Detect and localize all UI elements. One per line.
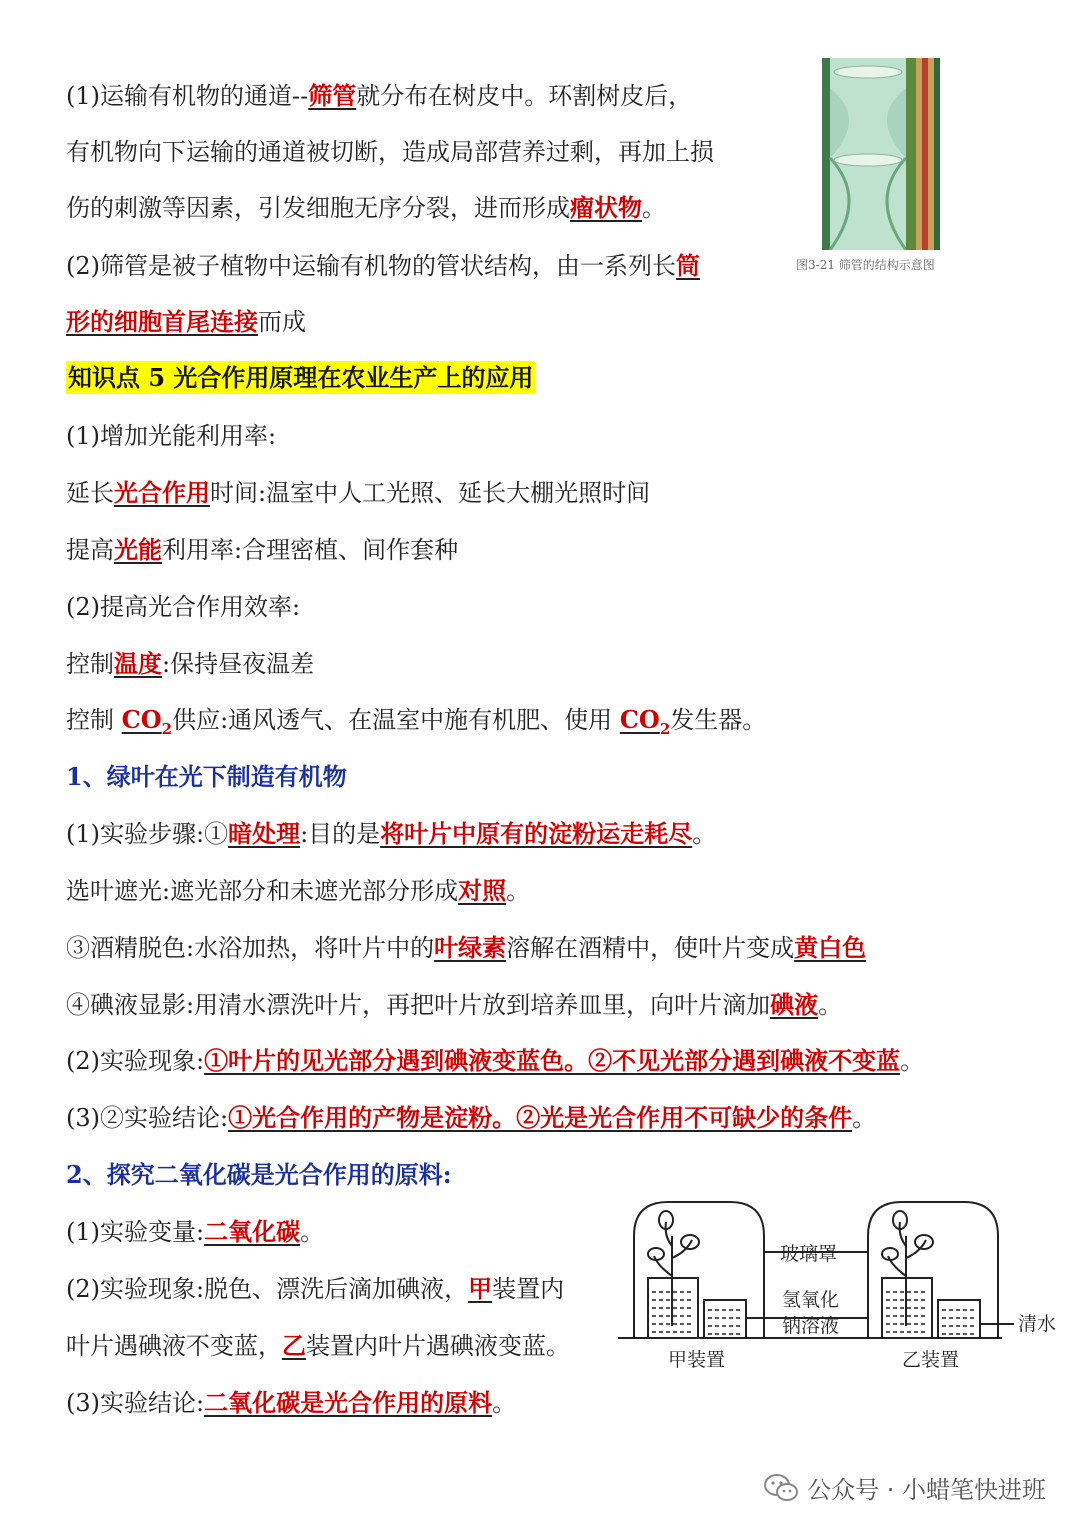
label-device-jia: 甲装置 <box>668 1349 726 1371</box>
keyword: 形的细胞首尾连接 <box>66 307 258 336</box>
keyword <box>121 705 173 738</box>
text: 发生器。 <box>670 706 767 734</box>
label-naoh-2: 钠溶液 <box>782 1315 840 1337</box>
text: ③酒精脱色:水浴加热，将叶片中的 <box>66 934 435 962</box>
keyword: 甲 <box>468 1274 493 1303</box>
text: 。 <box>492 1389 517 1417</box>
sieve-para-1-line-1 <box>66 80 692 112</box>
text: 。 <box>506 877 531 905</box>
text: 溶解在酒精中，使叶片变成 <box>506 934 795 962</box>
text: 。 <box>692 820 717 848</box>
keyword: 二氧化碳是光合作用的原料 <box>204 1388 493 1417</box>
text: 伤的刺激等因素，引发细胞无序分裂，进而形成 <box>66 194 570 222</box>
co2-text: CO <box>121 705 162 734</box>
text: 控制 <box>66 706 122 734</box>
text: (1)运输有机物的通道-- <box>66 82 309 110</box>
footer-text: 公众号 · 小蜡笔快进班 <box>807 1476 1046 1504</box>
keyword: 温度 <box>114 649 162 678</box>
water-beaker <box>938 1300 980 1338</box>
text: 。 <box>300 1218 325 1246</box>
exp2-line-3 <box>66 1330 570 1362</box>
exp1-line-4 <box>66 989 842 1021</box>
plant-stem-2 <box>888 1222 926 1326</box>
kp5-line-4 <box>66 704 766 745</box>
keyword: 瘤状物 <box>570 193 642 222</box>
figure-caption: 图3-21 筛管的结构示意图 <box>796 258 935 272</box>
label-bell-jar: 玻璃罩 <box>780 1243 838 1265</box>
text: 时间:温室中人工光照、延长大棚光照时间 <box>210 479 651 507</box>
sieve-para-2-line-1 <box>66 250 700 282</box>
keyword: 将叶片中原有的淀粉运走耗尽 <box>380 819 693 848</box>
keyword: 光能 <box>114 535 162 564</box>
kp5-line-2 <box>66 534 458 566</box>
highlighted-heading: 知识点 5 光合作用原理在农业生产上的应用 <box>68 363 534 392</box>
keyword: 光合作用 <box>114 478 210 507</box>
plant-stem-1 <box>654 1222 692 1326</box>
text: 延长 <box>66 479 114 507</box>
co2-text: CO <box>619 705 660 734</box>
text: (3)②实验结论: <box>66 1104 229 1132</box>
keyword <box>619 705 671 738</box>
knowledge-point-heading <box>66 362 535 394</box>
text: :保持昼夜温差 <box>162 650 315 678</box>
exp1-line-6 <box>66 1102 876 1134</box>
text: 选叶遮光:遮光部分和未遮光部分形成 <box>66 877 459 905</box>
text: 利用率:合理密植、间作套种 <box>162 536 459 564</box>
exp2-line-2 <box>66 1273 564 1305</box>
exp2-line-1 <box>66 1216 324 1248</box>
text: 控制 <box>66 650 114 678</box>
text: (2)筛管是被子植物中运输有机物的管状结构，由一系列长 <box>66 252 676 280</box>
keyword: 黄白色 <box>794 933 867 962</box>
keyword: 叶绿素 <box>434 933 507 962</box>
text: (1)实验步骤:① <box>66 820 229 848</box>
sieve-para-2-line-2 <box>66 306 306 338</box>
exp1-line-5 <box>66 1045 924 1077</box>
exp1-line-1 <box>66 818 716 850</box>
text: 。 <box>818 991 843 1019</box>
text: (2)实验现象:脱色、漂洗后滴加碘液， <box>66 1275 469 1303</box>
bell-jar-diagram <box>612 1196 1068 1382</box>
text: (2)实验现象: <box>66 1047 205 1075</box>
text: 提高 <box>66 536 114 564</box>
sieve-tube-figure <box>822 58 940 250</box>
label-water: 清水 <box>1018 1313 1057 1335</box>
text: 叶片遇碘液不变蓝， <box>66 1332 282 1360</box>
wechat-icon <box>763 1473 799 1503</box>
text: 装置内叶片遇碘液变蓝。 <box>306 1332 570 1360</box>
keyword: ①光合作用的产物是淀粉。②光是光合作用不可缺少的条件 <box>228 1103 853 1132</box>
naoh-beaker <box>704 1300 746 1338</box>
kp5-line-3 <box>66 648 314 680</box>
text: (1)实验变量: <box>66 1218 205 1246</box>
kp5-line-1 <box>66 477 650 509</box>
sieve-para-1-line-3 <box>66 192 666 224</box>
text: (3)实验结论: <box>66 1389 205 1417</box>
keyword: 筛管 <box>308 81 357 110</box>
experiment-2-heading: 2、探究二氧化碳是光合作用的原料: <box>66 1160 452 1189</box>
text: 供应:通风透气、在温室中施有机肥、使用 <box>172 706 620 734</box>
text: ④碘液显影:用清水漂洗叶片，再把叶片放到培养皿里，向叶片滴加 <box>66 991 771 1019</box>
footer-watermark <box>763 1470 1046 1505</box>
kp5-subheading-2: (2)提高光合作用效率: <box>66 593 301 621</box>
text: 。 <box>852 1104 877 1132</box>
exp2-line-4 <box>66 1387 516 1419</box>
keyword: 暗处理 <box>228 819 301 848</box>
text: 装置内 <box>492 1275 565 1303</box>
keyword: 碘液 <box>770 990 819 1019</box>
kp5-subheading-1: (1)增加光能利用率: <box>66 422 277 450</box>
subscript: 2 <box>659 719 671 738</box>
exp1-line-3 <box>66 932 866 964</box>
keyword: 二氧化碳 <box>204 1217 301 1246</box>
sieve-para-1-line-2: 有机物向下运输的通道被切断，造成局部营养过剩，再加上损 <box>66 138 714 166</box>
label-device-yi: 乙装置 <box>902 1349 960 1371</box>
text: 。 <box>900 1047 925 1075</box>
label-naoh-1: 氢氧化 <box>782 1289 840 1311</box>
text: 就分布在树皮中。环割树皮后， <box>356 82 693 110</box>
keyword: 对照 <box>458 876 507 905</box>
experiment-1-heading: 1、绿叶在光下制造有机物 <box>66 762 347 791</box>
text: :目的是 <box>300 820 381 848</box>
subscript: 2 <box>161 719 173 738</box>
keyword: 筒 <box>676 251 700 280</box>
keyword: 乙 <box>282 1331 306 1360</box>
exp1-line-2 <box>66 875 530 907</box>
text: 。 <box>642 194 666 222</box>
keyword: ①叶片的见光部分遇到碘液变蓝色。②不见光部分遇到碘液不变蓝 <box>204 1046 901 1075</box>
text: 而成 <box>258 308 306 336</box>
